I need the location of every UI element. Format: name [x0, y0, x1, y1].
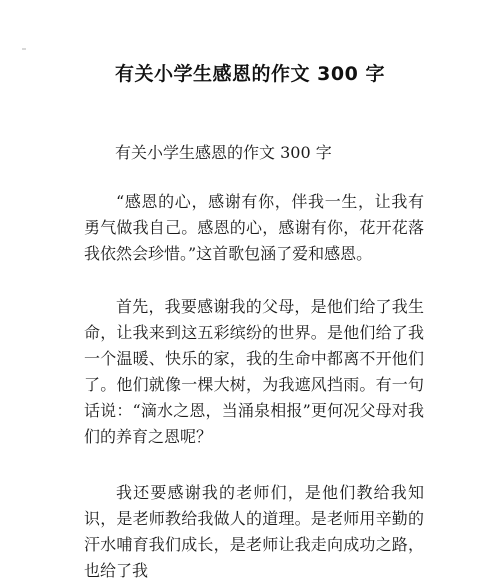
document-subtitle: 有关小学生感恩的作文 300 字 [115, 143, 332, 162]
paragraph-parents: 首先，我要感谢我的父母，是他们给了我生命，让我来到这五彩缤纷的世界。是他们给了我一个温暖、快乐的家，我的生命中都离不开他们了。他们就像一棵大树，为我遮风挡雨。有一句话说：“滴水之恩，当涌泉相报”更何况父母对我们的养育之恩呢？ [84, 297, 424, 446]
paragraph-teachers: 我还要感谢我的老师们，是他们教给我知识，是老师教给我做人的道理。是老师用辛勤的汗水哺育我们成长，是老师让我走向成功之路，也给了我 [84, 483, 424, 580]
paragraph-intro: “感恩的心，感谢有你，伴我一生，让我有勇气做我自己。感恩的心，感谢有你，花开花落我依然会珍惜。”这首歌包涵了爱和感恩。 [84, 192, 424, 263]
document-title: 有关小学生感恩的作文 300 字 [115, 63, 385, 85]
page-mark [22, 48, 26, 50]
